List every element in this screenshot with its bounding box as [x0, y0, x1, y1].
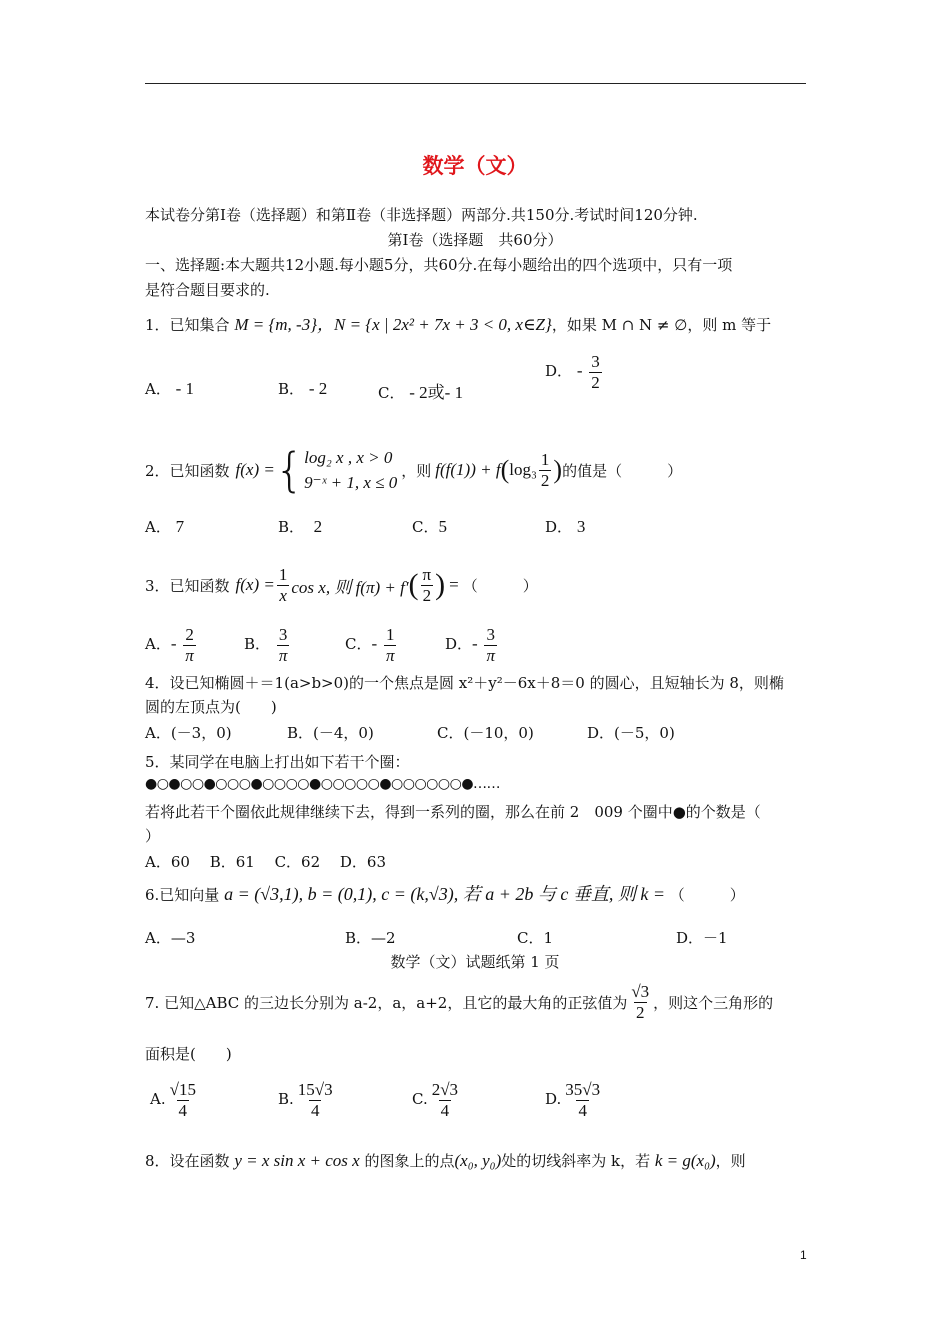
instruction-line-1: 一、选择题:本大题共12小题.每小题5分，共60分.在每小题给出的四个选项中，只有一项: [145, 256, 733, 274]
q5-line-3: 若将此若干个圈依此规律继续下去，得到一系列的圈，那么在前 2 009 个圈中●的个数是（: [145, 803, 761, 821]
intro-text: 本试卷分第Ⅰ卷（选择题）和第Ⅱ卷（非选择题）两部分.共150分.考试时间120分钟.: [145, 206, 698, 224]
q2-case-2: 9⁻ˣ + 1, x ≤ 0: [304, 473, 398, 492]
q2-case-1: log₂ x , x > 0: [304, 447, 393, 467]
q3-option-c: C．- $\frac{1}{\pi}$: [345, 625, 395, 665]
q7-option-d: D. $\frac{35√3}{4}$: [545, 1080, 601, 1120]
q6-prefix: 6.已知向量: [145, 886, 220, 904]
q7-line-1: 7. 已知△ABC 的三边长分别为 a-2，a，a+2，且它的最大角的正弦值为: [145, 993, 628, 1012]
q6-option-d: D．－1: [676, 929, 728, 947]
page-footer-line: 数学（文）试题纸第 1 页: [390, 953, 560, 971]
page-number: 1: [800, 1248, 807, 1262]
q1-prefix: 1．已知集合: [145, 316, 230, 334]
q2-cases: [304, 445, 397, 496]
question-3: 3．已知函数 f(x) = $\frac{1}{x}$ cos x, 则 f(π) + f′ ( $\frac{\pi}{2}$ ) = （ ）: [145, 564, 538, 605]
q1-set-m: M = {m, -3}: [234, 315, 317, 334]
q6-option-a: A．—3: [145, 929, 196, 947]
question-6: [145, 880, 745, 906]
q2-option-d: D． 3: [545, 517, 586, 536]
q4-option-b: B．(－4，0): [287, 724, 374, 742]
q2-option-b: B． 2: [278, 517, 323, 536]
q2-option-c: C．5: [412, 517, 447, 536]
header-rule: [145, 83, 806, 84]
q5-line-4: ）: [145, 827, 161, 845]
question-2: 2．已知函数 f(x) = { log₂ x , x > 0 9⁻ˣ + 1, x ≤ 0 ，则 f(f(1)) + f ( log₃ $\frac{1}{2}$ ) 的值是（ ）: [145, 443, 683, 497]
q8-mid-1: 的图象上的点: [364, 1152, 455, 1170]
q5-options: A．60 B．61 C．62 D．63: [145, 853, 387, 871]
q5-circles: ●○●○○●○○○●○○○○●○○○○○●○○○○○○●……: [145, 776, 501, 792]
q3-option-b: B． $\frac{3}{\pi}$: [244, 625, 288, 665]
q1-option-a: A． - 1: [145, 379, 195, 398]
q8-expr: y = x sin x + cos x: [234, 1151, 360, 1170]
q1-option-d: D． - $\frac{3}{2}$: [545, 352, 600, 392]
q8-point: (x₀, y₀): [454, 1151, 502, 1170]
q7-option-c: C. $\frac{2√3}{4}$: [412, 1080, 459, 1120]
q2-fx: f(x) =: [235, 460, 275, 479]
q2-mid: ，则: [401, 461, 432, 480]
q8-mid-2: 处的切线斜率为 k，若: [501, 1152, 651, 1170]
q1-set-n: ，N = {x | 2x² + 7x + 3 < 0, x∈Z}: [317, 315, 552, 334]
q4-option-d: D．(－5，0): [587, 724, 675, 742]
q2-prefix: 2．已知函数: [145, 461, 230, 480]
q5-line-1: 5．某同学在电脑上打出如下若干个圈：: [145, 753, 410, 771]
q7-line-2: 面积是( ): [145, 1045, 232, 1063]
q6-expr: a = (√3,1), b = (0,1), c = (k,√3), 若 a + 2b 与 c 垂直, 则 k =: [224, 884, 666, 904]
q3-option-d: D．- $\frac{3}{\pi}$: [445, 625, 496, 665]
q2-option-a: A． 7: [145, 517, 185, 536]
q8-end: ，则: [715, 1152, 746, 1170]
q2-expr: f(f(1)) + f: [435, 460, 501, 479]
question-8: [145, 1150, 746, 1171]
q2-suffix: 的值是（ ）: [562, 461, 683, 480]
q8-prefix: 8．设在函数: [145, 1152, 230, 1170]
q3-prefix: 3．已知函数: [145, 576, 230, 595]
q1-suffix: ，如果 M ∩ N ≠ ∅，则 m 等于: [551, 316, 772, 334]
q4-line-1: 4．设已知椭圆＋＝1(a>b>0)的一个焦点是圆 x²＋y²－6x＋8＝0 的圆心，且短轴长为 8，则椭: [145, 674, 784, 692]
q4-option-c: C．(－10，0): [437, 724, 534, 742]
section-header: 第Ⅰ卷（选择题 共60分）: [387, 231, 563, 249]
q6-suffix: （ ）: [669, 886, 745, 904]
q1-option-b: B． - 2: [278, 379, 328, 398]
instruction-line-2: 是符合题目要求的.: [145, 281, 270, 299]
q8-k-expr: k = g(x₀): [654, 1151, 716, 1170]
q7-option-b: B. $\frac{15√3}{4}$: [278, 1080, 333, 1120]
question-1: [145, 310, 771, 335]
q4-option-a: A．(－3，0): [145, 724, 232, 742]
q3-option-a: A．- $\frac{2}{\pi}$: [145, 625, 194, 665]
q7-option-a: A. $\frac{√15}{4}$: [150, 1080, 196, 1120]
page-title: 数学（文）: [422, 153, 528, 178]
question-7: 7. 已知△ABC 的三边长分别为 a-2，a，a+2，且它的最大角的正弦值为 $\frac{√3}{2}$ ，则这个三角形的: [145, 981, 774, 1022]
q7-line-1-end: ，则这个三角形的: [653, 993, 774, 1012]
q6-option-c: C．1: [517, 929, 554, 947]
q6-option-b: B．—2: [345, 929, 396, 947]
q1-option-c: C． - 2或- 1: [378, 383, 464, 402]
q4-line-2: 圆的左顶点为( ): [145, 698, 277, 716]
